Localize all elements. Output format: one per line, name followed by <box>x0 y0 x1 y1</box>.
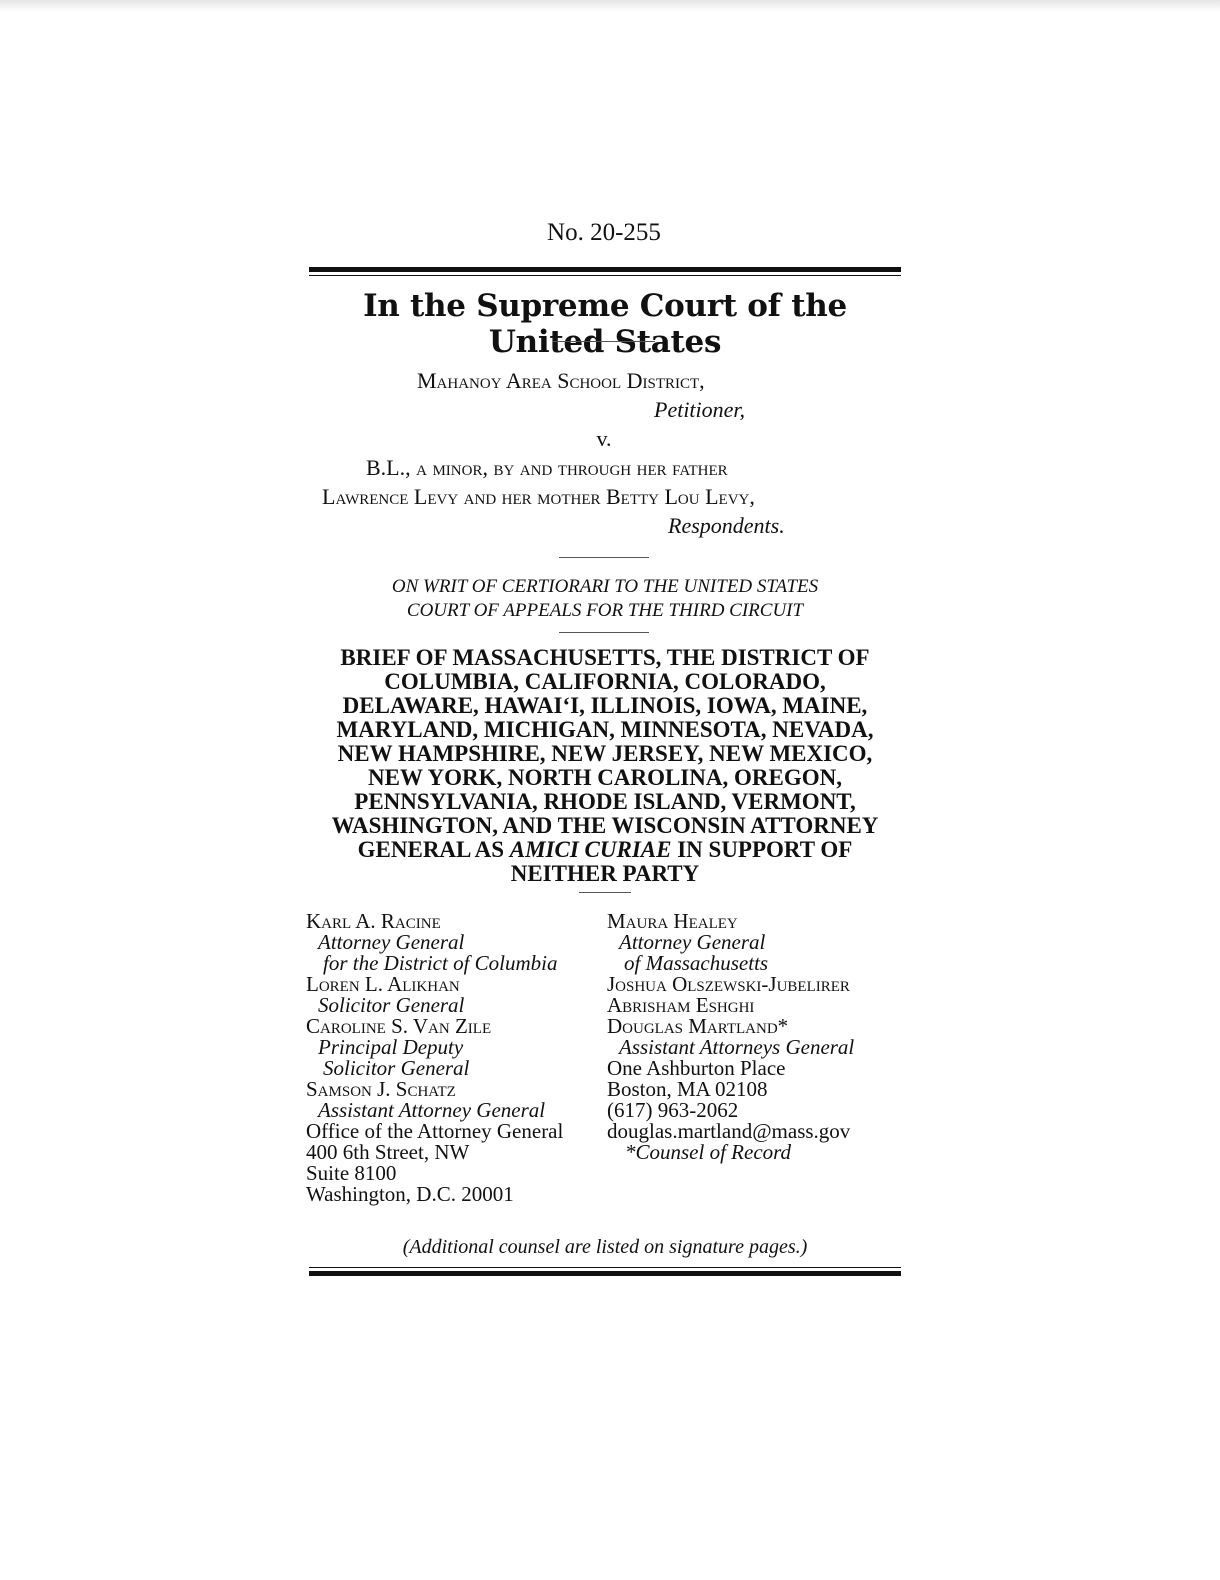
brief-title-line: COLUMBIA, CALIFORNIA, COLORADO, <box>384 669 826 694</box>
counsel-of-record-note: *Counsel of Record <box>625 1140 792 1164</box>
counsel-title: of Massachusetts <box>624 951 769 975</box>
writ-line-1: ON WRIT OF CERTIORARI TO THE UNITED STATES <box>391 576 819 597</box>
respondent-lead: B.L., <box>366 455 411 480</box>
top-thin-rule <box>309 275 901 276</box>
brief-title-line: BRIEF OF MASSACHUSETTS, THE DISTRICT OF <box>340 645 870 670</box>
page-top-shade <box>0 0 1220 12</box>
counsel-name: Maura Healey <box>607 909 738 933</box>
docket-number: No. 20-255 <box>547 219 661 246</box>
address-line: 400 6th Street, NW <box>306 1140 470 1164</box>
counsel-name: Abrisham Eshghi <box>607 993 755 1017</box>
respondent-line-1-rest: a minor, by and through her father <box>416 455 728 480</box>
email-address: douglas.martland@mass.gov <box>607 1119 851 1143</box>
brief-title <box>309 646 901 886</box>
versus: v. <box>596 426 612 451</box>
address-line: Office of the Attorney General <box>306 1119 564 1143</box>
petitioner-name: Mahanoy Area School District, <box>417 368 705 393</box>
counsel-name: Caroline S. Van Zile <box>306 1014 492 1038</box>
amici-curiae: AMICI CURIAE <box>509 837 672 862</box>
counsel-name: Karl A. Racine <box>306 909 441 933</box>
divider-rule <box>559 632 649 633</box>
brief-title-line: DELAWARE, HAWAI‘I, ILLINOIS, IOWA, MAINE, <box>342 693 868 718</box>
counsel-title: Assistant Attorney General <box>318 1098 546 1122</box>
counsel-title: Principal Deputy <box>318 1035 464 1059</box>
brief-title-line: MARYLAND, MICHIGAN, MINNESOTA, NEVADA, <box>336 717 874 742</box>
counsel-title: Attorney General <box>619 930 766 954</box>
brief-title-line: WASHINGTON, AND THE WISCONSIN ATTORNEY <box>331 813 879 838</box>
counsel-name: Samson J. Schatz <box>306 1077 456 1101</box>
writ-line-2: COURT OF APPEALS FOR THE THIRD CIRCUIT <box>406 600 804 621</box>
counsel-name: Joshua Olszewski-Jubelirer <box>607 972 850 996</box>
counsel-title: Assistant Attorneys General <box>619 1035 855 1059</box>
respondent-role: Respondents. <box>668 513 785 538</box>
divider-rule <box>559 557 649 558</box>
right-counsel-block <box>607 911 854 1163</box>
respondent-line-1 <box>366 455 728 481</box>
brief-title-line: NEITHER PARTY <box>510 861 700 886</box>
address-line: Boston, MA 02108 <box>607 1077 768 1101</box>
counsel-name: Douglas Martland* <box>607 1014 789 1038</box>
address-line: One Ashburton Place <box>607 1056 786 1080</box>
additional-counsel-note: (Additional counsel are listed on signature pages.) <box>402 1236 808 1258</box>
respondent-line-2: Lawrence Levy and her mother Betty Lou Levy, <box>322 484 755 509</box>
address-line: Washington, D.C. 20001 <box>306 1182 514 1206</box>
phone-number: (617) 963-2062 <box>607 1098 739 1122</box>
petitioner-role: Petitioner, <box>654 397 746 422</box>
court-title: In the Supreme Court of the United States <box>363 288 847 360</box>
divider-rule <box>579 892 631 893</box>
counsel-title: for the District of Columbia <box>323 951 558 975</box>
bottom-thin-rule <box>309 1267 901 1268</box>
top-thick-rule <box>309 267 901 272</box>
brief-title-line: NEW HAMPSHIRE, NEW JERSEY, NEW MEXICO, <box>337 741 873 766</box>
left-counsel-block <box>306 911 563 1205</box>
divider-rule <box>553 341 655 342</box>
counsel-title: Solicitor General <box>323 1056 470 1080</box>
brief-title-line: PENNSYLVANIA, RHODE ISLAND, VERMONT, <box>354 789 856 814</box>
bottom-thick-rule <box>309 1271 901 1276</box>
brief-title-line: NEW YORK, NORTH CAROLINA, OREGON, <box>368 765 842 790</box>
address-line: Suite 8100 <box>306 1161 397 1185</box>
brief-title-line: GENERAL AS AMICI CURIAE IN SUPPORT OF <box>357 837 853 862</box>
counsel-title: Attorney General <box>318 930 465 954</box>
counsel-name: Loren L. Alikhan <box>306 972 460 996</box>
counsel-title: Solicitor General <box>318 993 465 1017</box>
